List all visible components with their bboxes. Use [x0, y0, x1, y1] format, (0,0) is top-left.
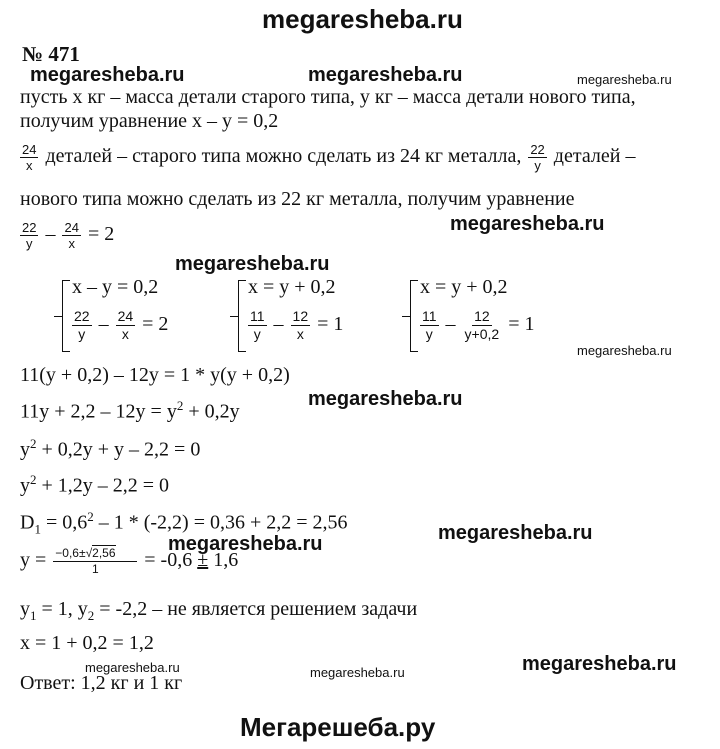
watermark: megaresheba.ru [577, 72, 672, 87]
watermark: megaresheba.ru [308, 64, 463, 86]
watermark: megaresheba.ru [175, 253, 330, 275]
system-line: $\frac{11}{y}$ – $\frac{12}{y+0,2}$ = 1 [422, 308, 535, 342]
system-line: $\frac{11}{y}$ – $\frac{12}{x}$ = 1 [250, 308, 344, 342]
text-line: $y^2 + 0,2y + y - 2,2 = 0$ [20, 436, 201, 461]
text-line: y = $\frac{-0,6\pm√2,56}{1}$ = -0,6 ± 1,6 [20, 546, 239, 576]
fraction: $\frac{24}{x}$ [64, 220, 79, 251]
fraction: $\frac{22}{y}$ [74, 308, 90, 342]
text-line: пусть x кг – масса детали старого типа, y кг – масса детали нового типа, [20, 86, 636, 108]
site-header: megaresheba.ru [262, 4, 463, 34]
watermark: megaresheba.ru [522, 653, 677, 675]
watermark: megaresheba.ru [308, 388, 463, 410]
watermark: megaresheba.ru [438, 522, 593, 544]
text-line: 11(y + 0,2) – 12y = 1 * y(y + 0,2) [20, 364, 290, 386]
watermark: megaresheba.ru [577, 343, 672, 358]
text-line: x = 1 + 0,2 = 1,2 [20, 632, 154, 654]
text-line: $D_1 = 0,6^2 - 1 * (-2,2) = 0,36 + 2,2 = 2,56$ [20, 509, 348, 537]
text-line: $11y + 2,2 - 12y = y^2 + 0,2y$ [20, 398, 240, 423]
watermark: megaresheba.ru [310, 665, 405, 680]
site-footer: Мегарешеба.ру [240, 712, 436, 742]
fraction: $\frac{24}{x}$ [117, 308, 134, 342]
text-line: $y_1 = 1$, $y_2 = -2,2$ – не является решением задачи [20, 598, 418, 623]
fraction: $\frac{24}{x}$ [22, 142, 37, 173]
fraction: $\frac{12}{y+0,2}$ [464, 308, 500, 342]
fraction: $\frac{22}{y}$ [22, 220, 37, 251]
system-line: x = y + 0,2 [420, 276, 508, 298]
text-line: нового типа можно сделать из 22 кг металла, получим уравнение [20, 188, 575, 210]
fraction: $\frac{11}{y}$ [422, 308, 437, 342]
problem-number: № 471 [22, 42, 80, 66]
fraction: $\frac{22}{y}$ [530, 142, 545, 173]
text-line: $y^2 + 1,2y - 2,2 = 0$ [20, 472, 170, 497]
watermark: megaresheba.ru [168, 533, 323, 555]
watermark: megaresheba.ru [450, 213, 605, 235]
answer-line: Ответ: 1,2 кг и 1 кг [20, 672, 183, 694]
fraction: $\frac{-0,6\pm√2,56}{1}$ [53, 546, 137, 577]
text-line: получим уравнение x – y = 0,2 [20, 110, 279, 132]
system-line: $\frac{22}{y}$ – $\frac{24}{x}$ = 2 [74, 308, 169, 342]
system-line: x – y = 0,2 [72, 276, 159, 298]
text-line: $\frac{24}{x}$ деталей – старого типа можно сделать из 24 кг металла, $\frac{22}{y}$ деталей – [22, 142, 636, 173]
equation: $\frac{22}{y}$ – $\frac{24}{x}$ = 2 [22, 220, 115, 251]
watermark: megaresheba.ru [30, 64, 185, 86]
fraction: $\frac{11}{y}$ [250, 308, 265, 342]
system-line: x = y + 0,2 [248, 276, 336, 298]
fraction: $\frac{12}{x}$ [292, 308, 309, 342]
watermark: megaresheba.ru [85, 660, 180, 675]
